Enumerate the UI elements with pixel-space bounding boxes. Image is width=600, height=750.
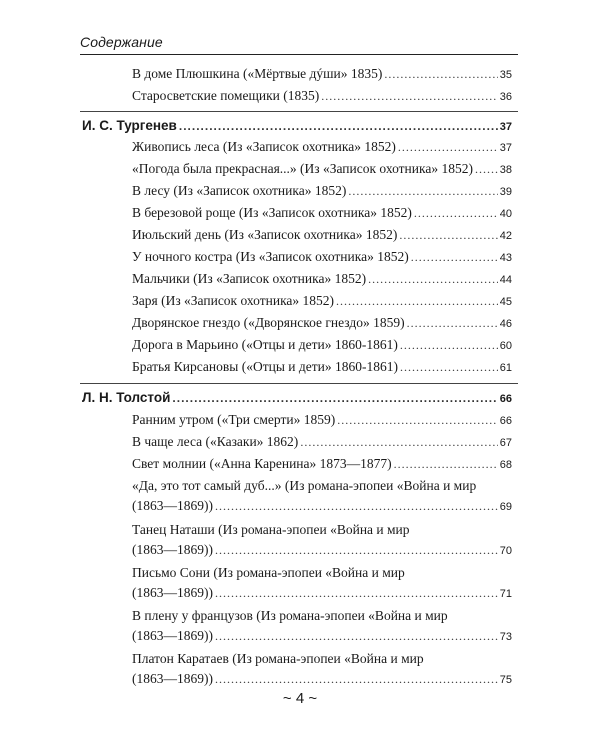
- toc-page-number: 42: [499, 230, 512, 242]
- toc-entry[interactable]: [132, 432, 512, 453]
- toc-entry-title: Июльский день (Из «Записок охотника» 1852): [132, 227, 398, 242]
- leader-dots: [368, 269, 498, 289]
- author-name: И. С. Тургенев: [82, 118, 177, 133]
- toc-entry-title: Ранним утром («Три смерти» 1859): [132, 412, 336, 427]
- toc-entry-title-line1: Письмо Сони (Из романа-эпопеи «Война и мир: [132, 565, 405, 580]
- toc-entry[interactable]: [132, 247, 512, 268]
- toc-entry-title-line2: (1863—1869)): [132, 628, 213, 643]
- toc-page-number: 61: [499, 362, 512, 374]
- leader-dots: [400, 357, 498, 377]
- toc-page-number: 70: [499, 545, 512, 557]
- toc-entry[interactable]: [132, 86, 512, 107]
- toc-page-number: 37: [499, 121, 512, 133]
- toc-entry[interactable]: [132, 313, 512, 334]
- leader-dots: [411, 247, 498, 267]
- toc-entry-title: В чаще леса («Казаки» 1862): [132, 434, 299, 449]
- leader-dots: [337, 410, 498, 430]
- leader-dots: [215, 626, 498, 646]
- header-rule: [80, 54, 518, 55]
- toc-entry[interactable]: [132, 225, 512, 246]
- toc-page-number: 43: [499, 252, 512, 264]
- toc-entry-title-line1: «Да, это тот самый дуб...» (Из романа-эпопеи «Война и мир: [132, 478, 477, 493]
- toc-page-number: 35: [499, 69, 512, 81]
- toc-page-number: 75: [499, 674, 512, 686]
- toc-entry[interactable]: [132, 454, 512, 475]
- toc-entry[interactable]: [132, 520, 512, 561]
- toc-entry[interactable]: [132, 159, 512, 180]
- toc-page-number: 73: [499, 631, 512, 643]
- leader-dots: [300, 432, 497, 452]
- toc-page-number: 67: [499, 437, 512, 449]
- toc-entry-title: В лесу (Из «Записок охотника» 1852): [132, 183, 347, 198]
- toc-page-number: 44: [499, 274, 512, 286]
- toc-entry-title: В березовой роще (Из «Записок охотника» 1852): [132, 205, 412, 220]
- toc-entry[interactable]: [132, 335, 512, 356]
- toc-entry[interactable]: [132, 606, 512, 647]
- toc-entry-title-line2: (1863—1869)): [132, 671, 213, 686]
- leader-dots: [400, 335, 498, 355]
- toc-entry-title-line1: Платон Каратаев (Из романа-эпопеи «Война и мир: [132, 651, 424, 666]
- leader-dots: [179, 116, 498, 136]
- toc-entry-title: Свет молнии («Анна Каренина» 1873—1877): [132, 456, 392, 471]
- leader-dots: [215, 669, 498, 689]
- leader-dots: [321, 86, 498, 106]
- leader-dots: [215, 583, 498, 603]
- toc-entry[interactable]: [132, 563, 512, 604]
- toc-entry[interactable]: [132, 649, 512, 690]
- author-name: Л. Н. Толстой: [82, 390, 171, 405]
- leader-dots: [399, 225, 497, 245]
- toc-entry-title: Дворянское гнездо («Дворянское гнездо» 1859): [132, 315, 405, 330]
- toc-entry[interactable]: [132, 203, 512, 224]
- leader-dots: [407, 313, 498, 333]
- page-number: ~ 4 ~: [282, 690, 318, 707]
- toc-entry-title-line1: В плену у французов (Из романа-эпопеи «Война и мир: [132, 608, 448, 623]
- section-rule: [80, 111, 518, 112]
- toc-page-number: 36: [499, 91, 512, 103]
- toc-entry-title-line2: (1863—1869)): [132, 585, 213, 600]
- toc-entry-title: Заря (Из «Записок охотника» 1852): [132, 293, 335, 308]
- toc-entry-title: Дорога в Марьино («Отцы и дети» 1860-1861): [132, 337, 398, 352]
- toc-entry-title-line2: (1863—1869)): [132, 542, 213, 557]
- toc-page-number: 66: [499, 415, 512, 427]
- toc-page-number: 37: [499, 142, 512, 154]
- toc-entry[interactable]: [132, 137, 512, 158]
- leader-dots: [215, 540, 498, 560]
- toc-page-number: 46: [499, 318, 512, 330]
- toc-author-entry[interactable]: [82, 116, 512, 137]
- toc-page-number: 39: [499, 186, 512, 198]
- toc-entry-title: Мальчики (Из «Записок охотника» 1852): [132, 271, 367, 286]
- running-header: Содержание: [80, 34, 163, 50]
- toc-page-number: 66: [499, 393, 512, 405]
- toc-page-number: 38: [499, 164, 512, 176]
- toc-page-number: 69: [499, 501, 512, 513]
- toc-page-number: 45: [499, 296, 512, 308]
- toc-entry[interactable]: [132, 181, 512, 202]
- leader-dots: [215, 496, 498, 516]
- toc-page-number: 60: [499, 340, 512, 352]
- leader-dots: [172, 388, 497, 408]
- toc-entry-title: В доме Плюшкина («Мёртвые дýши» 1835): [132, 66, 383, 81]
- leader-dots: [348, 181, 497, 201]
- leader-dots: [384, 64, 497, 84]
- toc-entry-title: У ночного костра (Из «Записок охотника» 1852): [132, 249, 409, 264]
- toc-entry-title-line2: (1863—1869)): [132, 498, 213, 513]
- toc-entry-title-line1: Танец Наташи (Из романа-эпопеи «Война и мир: [132, 522, 410, 537]
- section-rule: [80, 383, 518, 384]
- toc-entry[interactable]: [132, 64, 512, 85]
- leader-dots: [394, 454, 498, 474]
- toc-page-number: 40: [499, 208, 512, 220]
- toc-entry-title: «Погода была прекрасная...» (Из «Записок охотника» 1852): [132, 161, 473, 176]
- toc-entry[interactable]: [132, 291, 512, 312]
- toc-entry-title: Братья Кирсановы («Отцы и дети» 1860-1861): [132, 359, 398, 374]
- toc-entry[interactable]: [132, 476, 512, 517]
- leader-dots: [475, 159, 498, 179]
- toc-entry[interactable]: [132, 410, 512, 431]
- toc-entry[interactable]: [132, 357, 512, 378]
- toc-page-number: 68: [499, 459, 512, 471]
- toc-entry-title: Живопись леса (Из «Записок охотника» 1852): [132, 139, 396, 154]
- toc-entry-title: Старосветские помещики (1835): [132, 88, 320, 103]
- leader-dots: [414, 203, 498, 223]
- leader-dots: [336, 291, 498, 311]
- toc-page-number: 71: [499, 588, 512, 600]
- toc-entry[interactable]: [132, 269, 512, 290]
- toc-author-entry[interactable]: [82, 388, 512, 409]
- leader-dots: [398, 137, 498, 157]
